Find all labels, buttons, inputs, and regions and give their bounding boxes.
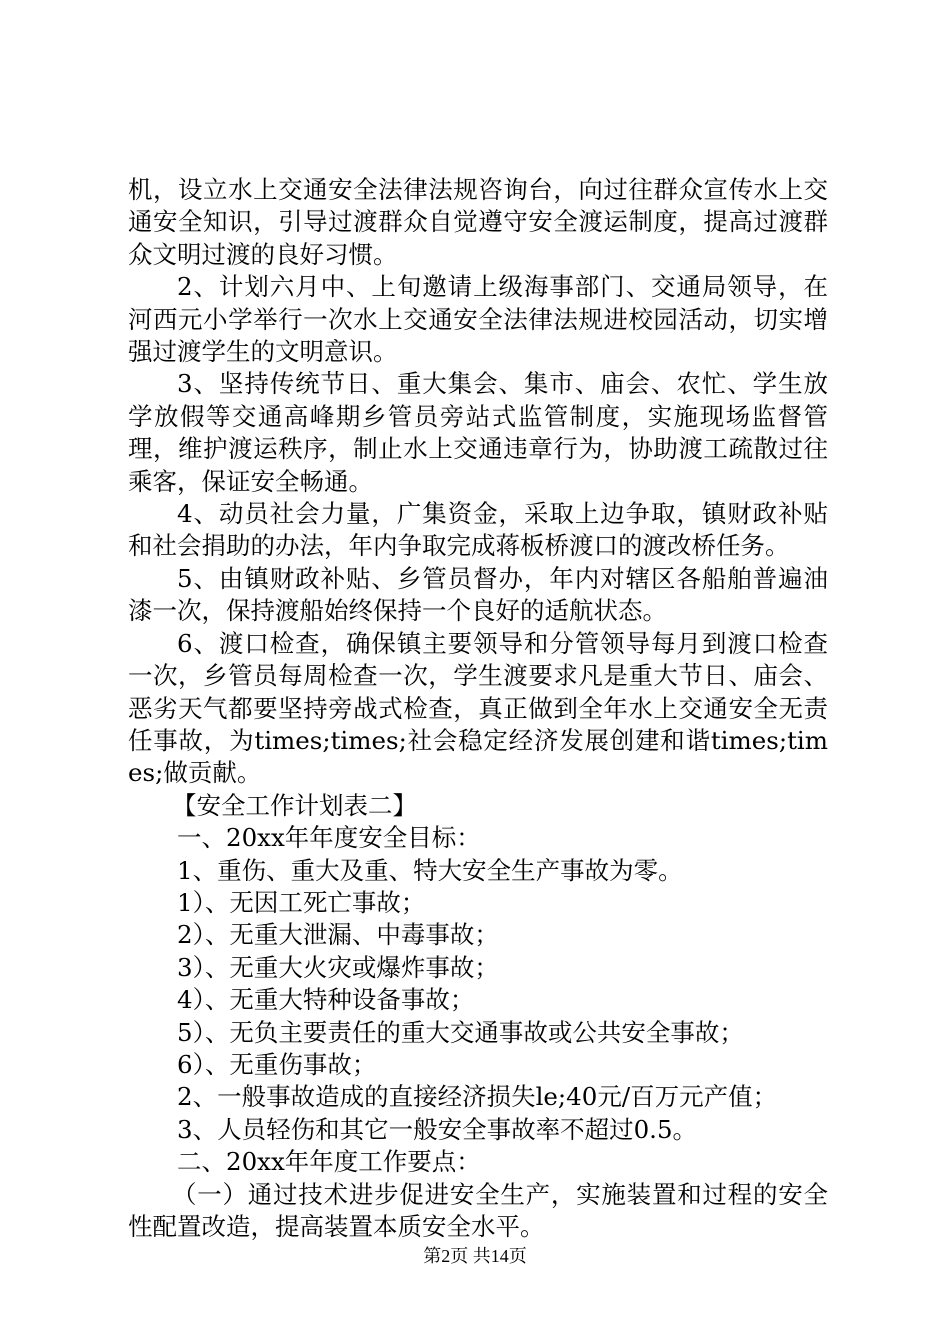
goal-subitem: 4）、无重大特种设备事故； <box>177 985 475 1015</box>
goal-subitem: 6）、无重伤事故； <box>177 1049 377 1079</box>
paragraph-item-6: 6、渡口检查，确保镇主要领导和分管领导每月到渡口检查一次，乡管员每周检查一次，学生渡要求凡是重大节日、庙会、恶劣天气都要坚持旁战式检查，真正做到全年水上交通安全无责任事故，为times;times;社会稳定经济发展创建和谐times;times;做贡献。 <box>128 628 828 788</box>
paragraph-item-2: 2、计划六月中、上旬邀请上级海事部门、交通局领导，在河西元小学举行一次水上交通安全法律法规进校园活动，切实增强过渡学生的文明意识。 <box>128 272 828 367</box>
paragraph-item-3: 3、坚持传统节日、重大集会、集市、庙会、农忙、学生放学放假等交通高峰期乡管员旁站式监管制度，实施现场监督管理，维护渡运秩序，制止水上交通违章行为，协助渡工疏散过往乘客，保证安全畅通。 <box>128 369 828 496</box>
goal-item: 2、一般事故造成的直接经济损失le;40元/百万元产值； <box>177 1082 778 1112</box>
paragraph-item-5: 5、由镇财政补贴、乡管员督办，年内对辖区各船舶普遍油漆一次，保持渡船始终保持一个良好的适航状态。 <box>128 563 828 626</box>
goal-subitem: 3）、无重大火灾或爆炸事故； <box>177 952 499 982</box>
work-point-item: （一）通过技术进步促进安全生产，实施装置和过程的安全性配置改造，提高装置本质安全水平。 <box>128 1179 828 1241</box>
goal-subitem: 1）、无因工死亡事故； <box>177 887 426 917</box>
paragraph-continuation: 机，设立水上交通安全法律法规咨询台，向过往群众宣传水上交通安全知识，引导过渡群众自觉遵守安全渡运制度，提高过渡群众文明过渡的良好习惯。 <box>128 175 828 269</box>
section-heading: 【安全工作计划表二】 <box>172 790 417 820</box>
work-points-heading: 二、20xx年年度工作要点： <box>177 1147 481 1177</box>
document-body <box>128 174 828 1243</box>
goal-subitem: 5）、无负主要责任的重大交通事故或公共安全事故； <box>177 1017 744 1047</box>
goal-item: 3、人员轻伤和其它一般安全事故率不超过0.5。 <box>177 1114 698 1144</box>
goal-item: 1、重伤、重大及重、特大安全生产事故为零。 <box>177 855 683 885</box>
paragraph-item-4: 4、动员社会力量，广集资金，采取上边争取，镇财政补贴和社会捐助的办法，年内争取完成蒋板桥渡口的渡改桥任务。 <box>128 499 828 561</box>
page-number-footer: 第2页 共14页 <box>423 1246 527 1266</box>
goal-heading: 一、20xx年年度安全目标： <box>177 823 481 853</box>
goal-subitem: 2）、无重大泄漏、中毒事故； <box>177 920 499 950</box>
